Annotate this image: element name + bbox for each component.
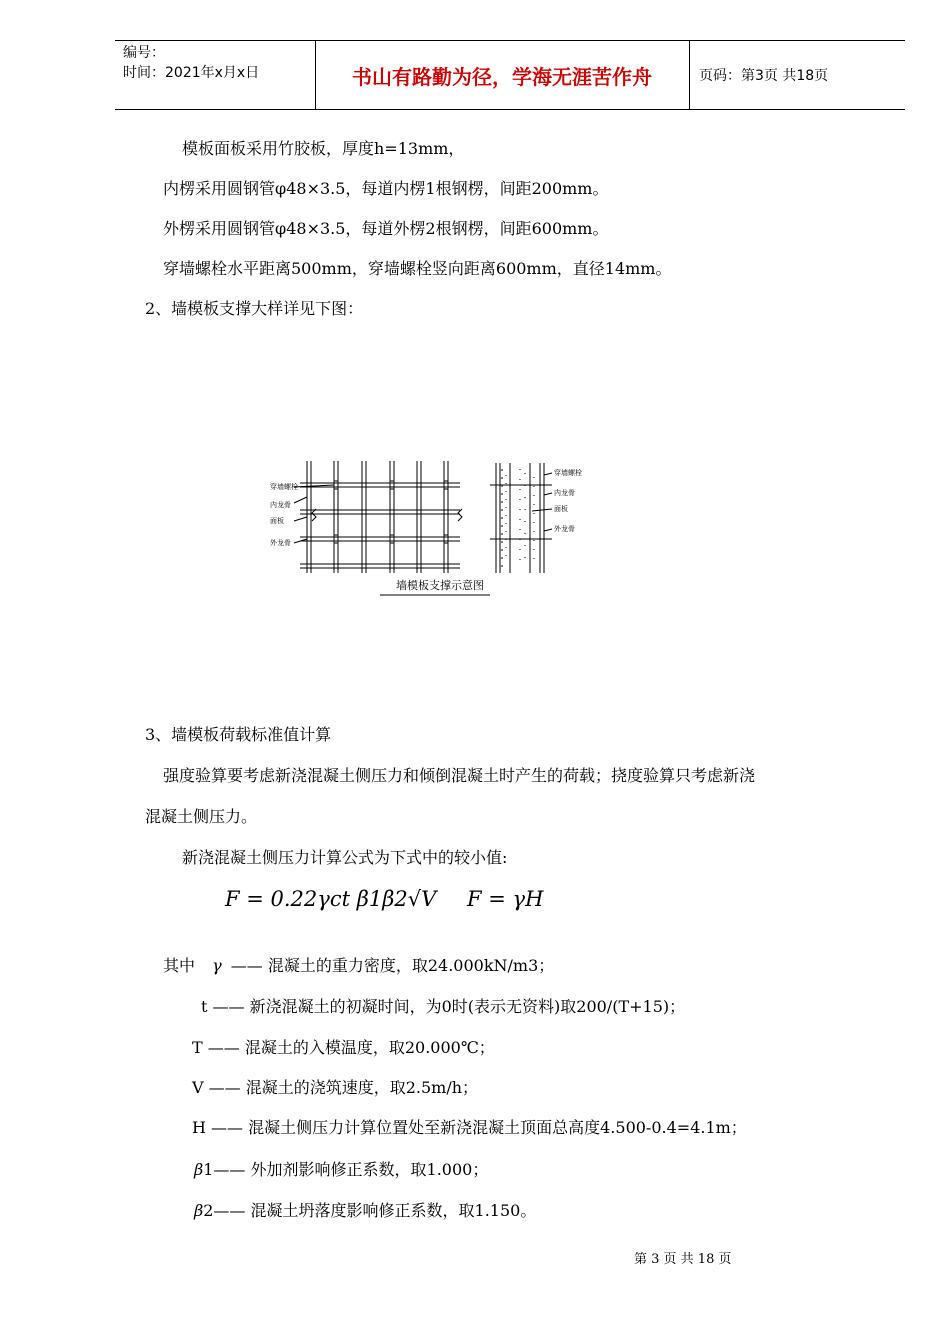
paragraph-inner-joist: 内楞采用圆钢管φ48×3.5，每道内楞1根钢楞，间距200mm。 [163,179,609,198]
header-time: 时间：2021年x月x日 [123,65,260,81]
figure-caption: 墙模板支撑示意图 [396,579,484,592]
paragraph-bolts: 穿墙螺栓水平距离500mm，穿墙螺栓竖向距离600mm，直径14mm。 [163,259,672,278]
definition-beta1 [194,1159,488,1181]
paragraph-strength: 强度验算要考虑新浇混凝土侧压力和倾倒混凝土时产生的荷载；挠度验算只考虑新浇 [163,766,756,785]
figure-label-left: 面板 [270,517,284,525]
paragraph-outer-joist: 外楞采用圆钢管φ48×3.5，每道外楞2根钢楞，间距600mm。 [163,219,609,238]
figure-label-left: 内龙骨 [270,501,291,509]
figure-label-right: 内龙骨 [554,489,575,497]
definition-H: H —— 混凝土侧压力计算位置处至新浇混凝土顶面总高度4.500-0.4=4.1m； [192,1118,747,1137]
header-number: 编号： [123,45,165,61]
gamma-symbol: γ [212,956,222,975]
paragraph-strength-cont: 混凝土侧压力。 [145,807,258,826]
beta-symbol: β [194,1201,204,1220]
beta-symbol: β [194,1160,204,1179]
section-heading-2: 2、墙模板支撑大样详见下图： [145,299,364,318]
definition-gamma [163,955,554,977]
definition-T: T —— 混凝土的入模温度，取20.000℃； [192,1038,495,1057]
definition-V: V —— 混凝土的浇筑速度，取2.5m/h； [192,1078,479,1097]
formula-lateral-pressure: F = 0.22γct β1β2√V [225,887,437,911]
page-footer: 第 3 页 共 18 页 [634,1252,732,1267]
page-header [115,40,905,110]
figure-label-right: 穿墙螺栓 [554,469,582,477]
section-heading-3: 3、墙模板荷载标准值计算 [145,725,332,744]
header-page-number: 页码：第3页 共18页 [699,68,829,84]
figure-label-right: 外龙骨 [554,525,575,533]
header-meta [123,43,259,83]
definition-t: t —— 新浇混凝土的初凝时间，为0时(表示无资料)取200/(T+15)； [201,997,686,1016]
header-divider [689,41,690,109]
paragraph-formula-intro: 新浇混凝土侧压力计算公式为下式中的较小值: [182,848,508,867]
figure-label-right: 面板 [554,505,568,513]
wall-formwork-diagram [270,455,590,600]
definition-text: 1—— 外加剂影响修正系数，取1.000； [203,1160,489,1179]
definition-beta2 [194,1200,536,1222]
header-motto: 书山有路勤为径，学海无涯苦作舟 [352,65,652,89]
formula-hydrostatic: F = γH [467,887,544,911]
definition-text: —— 混凝土的重力密度，取24.000kN/m3； [230,956,555,975]
paragraph-panel: 模板面板采用竹胶板，厚度h=13mm， [182,139,465,158]
figure-label-left: 外龙骨 [270,539,291,547]
figure-label-left: 穿墙螺栓 [270,483,298,491]
definition-text: 2—— 混凝土坍落度影响修正系数，取1.150。 [203,1201,537,1220]
definition-prefix: 其中 [163,956,196,975]
